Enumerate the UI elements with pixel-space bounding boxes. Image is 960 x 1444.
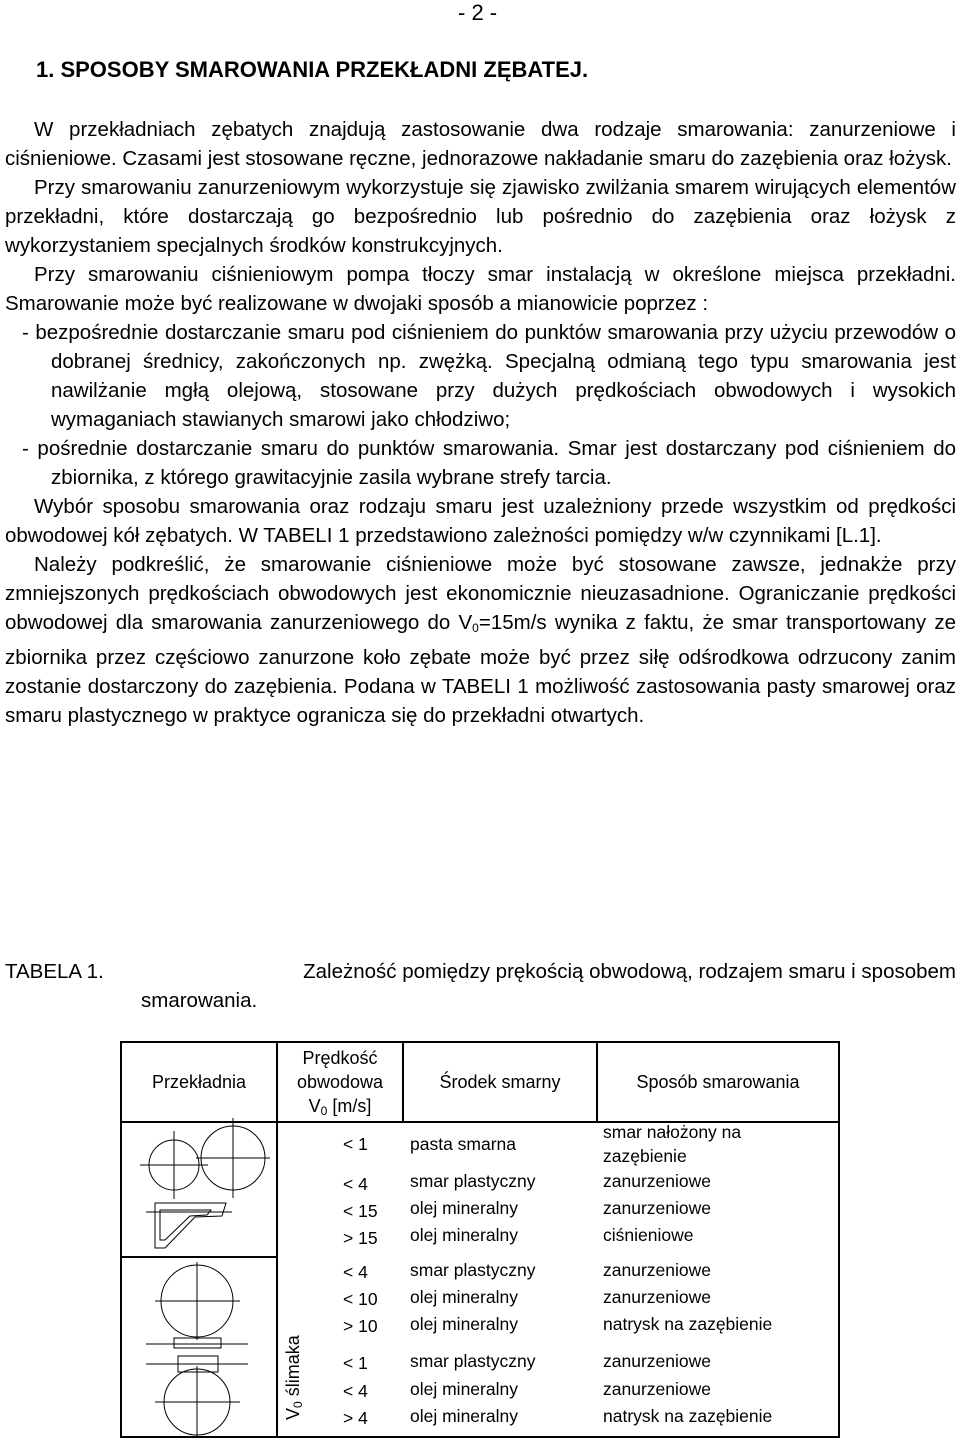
list-item-2: - pośrednie dostarczanie smaru do punktów smarowania. Smar jest dostarczany pod ciśnieniem do zbiornika, z którego grawitacyjnie zasila wybrane strefy tarcia. (22, 437, 956, 489)
paragraph-1: W przekładniach zębatych znajdują zastosowanie dwa rodzaje smarowania: zanurzeniowe i ciśnieniowe. Czasami jest stosowane ręczne, jednorazowe nakładanie smaru do zazębienia oraz łożysk. (5, 118, 956, 170)
paragraph-5-subscript: 0 (472, 621, 479, 635)
row-method: zanurzeniowe (603, 1198, 711, 1218)
header-lubricant: Środek smarny (439, 1072, 561, 1092)
header-speed-line-3 (277, 1094, 403, 1123)
row-method: zanurzeniowe (603, 1171, 711, 1191)
header-speed-unit: [m/s] (327, 1096, 372, 1116)
worm-speed-label (283, 1335, 305, 1420)
row-speed: < 4 (343, 1174, 368, 1194)
row-method: zanurzeniowe (603, 1287, 711, 1307)
paragraph-5-end: =15m/s wynika z faktu, że smar transportowany ze zbiornika przez częściowo zanurzone koło zębate może być przez siłę odśrodkowa odrzucony zanim zostanie dostarczony do zazębienia. Podana w TABELI 1 możliwość zastosowania pasty smarowej oraz smaru plastycznego w praktyce ogranicza się do przekładni otwartych. (5, 611, 956, 727)
paragraph-3: Przy smarowaniu ciśnieniowym pompa tłoczy smar instalacją w określone miejsca przekładni. Smarowanie może być realizowane w dwojaki sposób a mianowicie poprzez : (5, 263, 956, 315)
row-lubricant: smar plastyczny (410, 1171, 536, 1191)
row-speed: < 10 (343, 1289, 378, 1309)
row-speed: < 15 (343, 1201, 378, 1221)
row-speed: > 4 (343, 1408, 368, 1428)
worm-speed-text: ślimaka (283, 1335, 303, 1402)
header-speed (277, 1046, 403, 1123)
row-speed: < 4 (343, 1381, 368, 1401)
list-item-1: - bezpośrednie dostarczanie smaru pod ciśnieniem do punktów smarowania przy użyciu przewodów o dobranej średnicy, zakończonych np. zwężką. Specjalną odmianą tego typu smarowania jest nawilżanie mgłą olejową, stosowane przy dużych prędkościach obwodowych i wysokich wymaganiach stawianych smarowi jako chłodziwo; (22, 321, 956, 431)
header-speed-line-1: Prędkość (302, 1048, 378, 1068)
row-method: zanurzeniowe (603, 1351, 711, 1371)
row-method: natrysk na zazębienie (603, 1406, 773, 1426)
row-method: zanurzeniowe (603, 1260, 711, 1280)
caption-line-1: Zależność pomiędzy prękością obwodową, rodzajem smaru i sposobem (303, 960, 956, 983)
paragraph-4: Wybór sposobu smarowania oraz rodzaju smaru jest uzależniony przede wszystkim od prędkości obwodowej kół zębatych. W TABELI 1 przedstawiono zależności pomiędzy w/w czynnikami [L.1]. (5, 495, 956, 547)
row-lubricant: pasta smarna (410, 1134, 517, 1154)
worm-speed-subscript: 0 (291, 1401, 305, 1408)
row-lubricant: olej mineralny (410, 1287, 518, 1307)
caption-line-2: smarowania. (141, 989, 258, 1012)
row-lubricant: olej mineralny (410, 1379, 518, 1399)
worm-speed-symbol: V (283, 1407, 303, 1420)
row-lubricant: olej mineralny (410, 1406, 518, 1426)
header-gear: Przekładnia (151, 1072, 247, 1092)
row-method: ciśnieniowe (603, 1225, 694, 1245)
section-heading: 1. SPOSOBY SMAROWANIA PRZEKŁADNI ZĘBATEJ. (36, 57, 589, 82)
row-lubricant: olej mineralny (410, 1314, 518, 1334)
row-method: natrysk na zazębienie (603, 1314, 773, 1334)
row-speed: > 15 (343, 1228, 378, 1248)
header-speed-line-2: obwodowa (296, 1072, 384, 1092)
worm-gear-icon (146, 1262, 248, 1436)
row-speed: < 1 (343, 1134, 368, 1154)
row-method: zanurzeniowe (603, 1379, 711, 1399)
row-lubricant: smar plastyczny (410, 1351, 536, 1371)
row-lubricant: smar plastyczny (410, 1260, 536, 1280)
row-speed: > 10 (343, 1316, 378, 1336)
row-method: smar nałożony na (603, 1122, 742, 1142)
header-method: Sposób smarowania (636, 1072, 800, 1092)
bevel-gear-icon (146, 1203, 232, 1248)
row-method: zazębienie (603, 1146, 687, 1166)
paragraph-2: Przy smarowaniu zanurzeniowym wykorzystuje się zjawisko zwilżania smarem wirujących elementów przekładni, które dostarczają go bezpośrednio lub pośrednio do zazębienia oraz łożysk z wykorzystaniem specjalnych środków konstrukcyjnych. (5, 176, 956, 257)
row-lubricant: olej mineralny (410, 1198, 518, 1218)
spur-gear-icon (140, 1118, 270, 1199)
caption-label: TABELA 1. (5, 960, 104, 983)
header-speed-subscript: 0 (320, 1104, 328, 1118)
row-speed: < 4 (343, 1262, 368, 1282)
page-number: - 2 - (458, 0, 498, 25)
row-lubricant: olej mineralny (410, 1225, 518, 1245)
row-speed: < 1 (343, 1353, 368, 1373)
header-speed-symbol: V (308, 1096, 321, 1116)
paragraph-5-start: Należy podkreślić, że smarowanie ciśnieniowe może być stosowane zawsze, jednakże przy zmniejszonych prędkościach obwodowych jest ekonomicznie nieuzasadnione. Ograniczanie prędkości obwodowej dla smarowania zanurzeniowego do V (5, 553, 956, 634)
